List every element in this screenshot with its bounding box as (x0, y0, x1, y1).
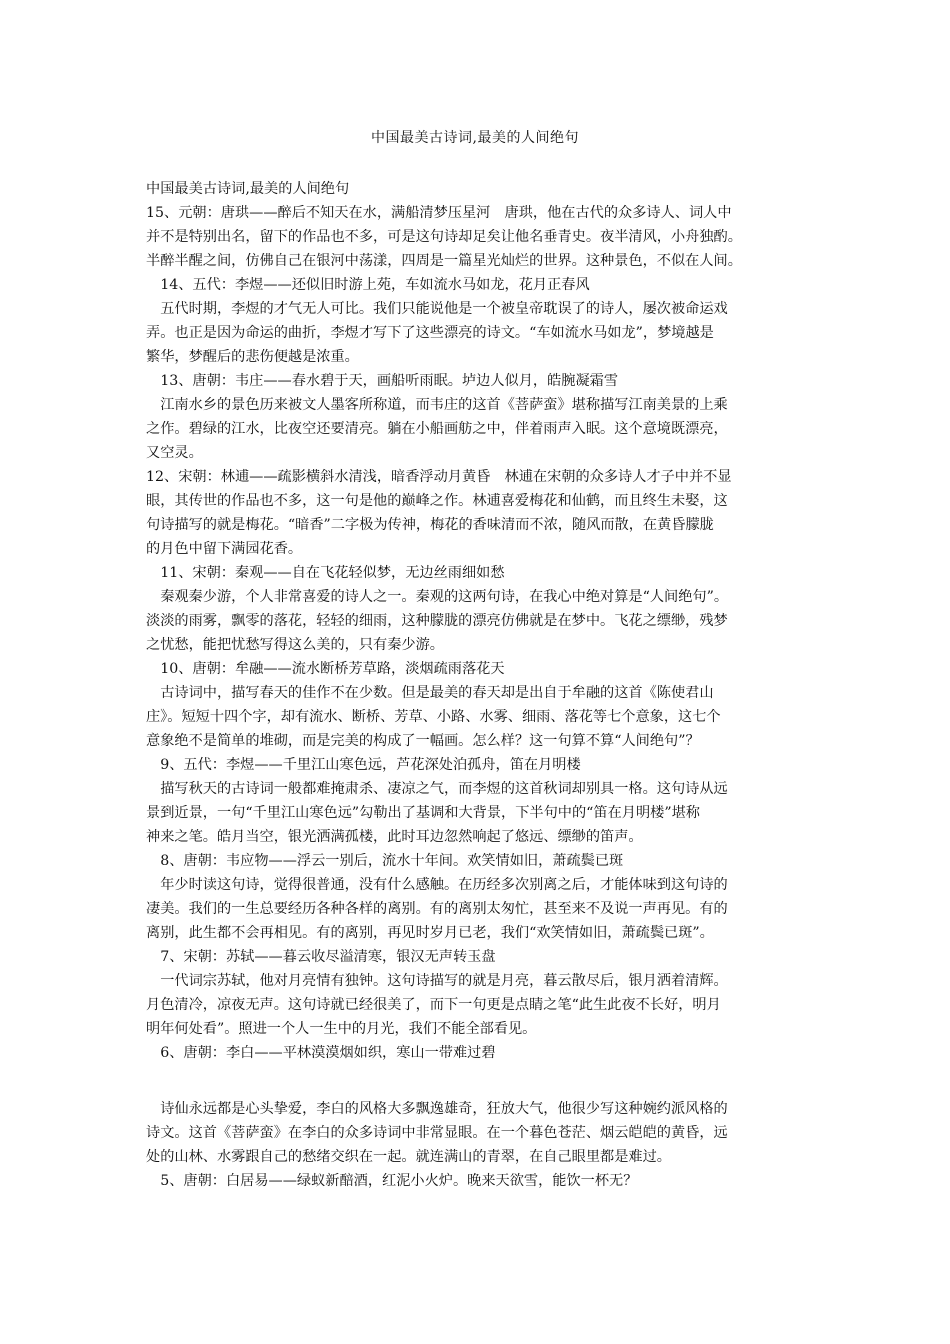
paragraph-gap (146, 1065, 808, 1097)
text-line: 13、唐朝：韦庄——春水碧于天，画船听雨眠。垆边人似月，皓腕凝霜雪 (146, 373, 619, 389)
text-line: 11、宋朝：秦观——自在飞花轻似梦，无边丝雨细如愁 (146, 565, 505, 581)
text-line: 离别，此生都不会再相见。有的离别，再见时岁月已老，我们“欢笑情如旧，萧疏鬓已斑”。 (146, 925, 714, 941)
text-line: 诗仙永远都是心头挚爱，李白的风格大多飘逸雄奇，狂放大气，他很少写这种婉约派风格的 (146, 1101, 728, 1117)
text-line: 中国最美古诗词,最美的人间绝句 (146, 181, 350, 197)
text-line: 句诗描写的就是梅花。“暗香”二字极为传神，梅花的香味清而不浓，随风而散，在黄昏朦胧 (146, 517, 714, 533)
text-line: 的月色中留下满园花香。 (146, 541, 303, 557)
text-line: 古诗词中，描写春天的佳作不在少数。但是最美的春天却是出自于牟融的这首《陈使君山 (146, 685, 714, 701)
text-line: 繁华，梦醒后的悲伤便越是浓重。 (146, 349, 359, 365)
text-line: 6、唐朝：李白——平林漠漠烟如织，寒山一带难过碧 (146, 1045, 496, 1061)
text-line: 9、五代：李煜——千里江山寒色远，芦花深处泊孤舟，笛在月明楼 (146, 757, 581, 773)
text-line: 五代时期，李煜的才气无人可比。我们只能说他是一个被皇帝耽误了的诗人，屡次被命运戏 (146, 301, 728, 317)
text-line: 景到近景，一句“千里江山寒色远”勾勒出了基调和大背景，下半句中的“笛在月明楼”堪称 (146, 805, 700, 821)
text-line: 秦观秦少游，个人非常喜爱的诗人之一。秦观的这两句诗，在我心中绝对算是“人间绝句”。 (146, 589, 729, 605)
text-line: 淡淡的雨雾，飘零的落花，轻轻的细雨，这种朦胧的漂亮仿佛就是在梦中。飞花之缥缈，残梦 (146, 613, 728, 629)
text-line: 江南水乡的景色历来被文人墨客所称道，而韦庄的这首《菩萨蛮》堪称描写江南美景的上乘 (146, 397, 728, 413)
text-line: 庄》。短短十四个字，却有流水、断桥、芳草、小路、水雾、细雨、落花等七个意象，这七个 (146, 709, 721, 725)
text-line: 意象绝不是简单的堆砌，而是完美的构成了一幅画。怎么样？这一句算不算“人间绝句”？ (146, 733, 700, 749)
text-line: 又空灵。 (146, 445, 203, 461)
text-line: 8、唐朝：韦应物——浮云一别后，流水十年间。欢笑情如旧，萧疏鬓已斑 (146, 853, 624, 869)
text-line: 12、宋朝：林逋——疏影横斜水清浅，暗香浮动月黄昏 林逋在宋朝的众多诗人才子中并不显 (146, 469, 732, 485)
text-line: 之忧愁，能把忧愁写得这么美的，只有秦少游。 (146, 637, 444, 653)
text-line: 弄。也正是因为命运的曲折，李煜才写下了这些漂亮的诗文。“车如流水马如龙”，梦境越是 (146, 325, 714, 341)
text-line: 7、宋朝：苏轼——暮云收尽溢清寒，银汉无声转玉盘 (146, 949, 496, 965)
text-line: 并不是特别出名，留下的作品也不多，可是这句诗却足矣让他名垂青史。夜半清风，小舟独酌。 (146, 229, 742, 245)
document-title: 中国最美古诗词,最美的人间绝句 (371, 130, 579, 146)
text-line: 月色清冷，凉夜无声。这句诗就已经很美了，而下一句更是点睛之笔“此生此夜不长好，明月 (146, 997, 721, 1013)
text-line: 半醉半醒之间，仿佛自己在银河中荡漾，四周是一篇星光灿烂的世界。这种景色，不似在人间。 (146, 253, 742, 269)
text-line: 10、唐朝：牟融——流水断桥芳草路，淡烟疏雨落花天 (146, 661, 505, 677)
text-line: 14、五代：李煜——还似旧时游上苑，车如流水马如龙，花月正春风 (146, 277, 590, 293)
document-body (146, 177, 808, 1193)
text-line: 5、唐朝：白居易——绿蚁新醅酒，红泥小火炉。晚来天欲雪，能饮一杯无？ (146, 1173, 638, 1189)
text-line: 神来之笔。皓月当空，银光洒满孤楼，此时耳边忽然响起了悠远、缥缈的笛声。 (146, 829, 643, 845)
text-line: 诗文。这首《菩萨蛮》在李白的众多诗词中非常显眼。在一个暮色苍茫、烟云皑皑的黄昏，远 (146, 1125, 728, 1141)
text-line: 年少时读这句诗，觉得很普通，没有什么感触。在历经多次别离之后，才能体味到这句诗的 (146, 877, 728, 893)
text-line: 描写秋天的古诗词一般都难掩肃杀、凄凉之气，而李煜的这首秋词却别具一格。这句诗从远 (146, 781, 728, 797)
text-line: 明年何处看”。照进一个人一生中的月光，我们不能全部看见。 (146, 1021, 537, 1037)
text-line: 眼，其传世的作品也不多，这一句是他的巅峰之作。林逋喜爱梅花和仙鹤，而且终生未娶，这 (146, 493, 728, 509)
text-line: 凄美。我们的一生总要经历各种各样的离别。有的离别太匆忙，甚至来不及说一声再见。有的 (146, 901, 728, 917)
text-line: 处的山林、水雾跟自己的愁绪交织在一起。就连满山的青翠，在自己眼里都是难过。 (146, 1149, 671, 1165)
text-line: 15、元朝：唐珙——醉后不知天在水，满船清梦压星河 唐珙，他在古代的众多诗人、词人中 (146, 205, 732, 221)
text-line: 一代词宗苏轼，他对月亮情有独钟。这句诗描写的就是月亮，暮云散尽后，银月洒着清辉。 (146, 973, 728, 989)
text-line: 之作。碧绿的江水，比夜空还要清亮。躺在小船画舫之中，伴着雨声入眠。这个意境既漂亮， (146, 421, 728, 437)
